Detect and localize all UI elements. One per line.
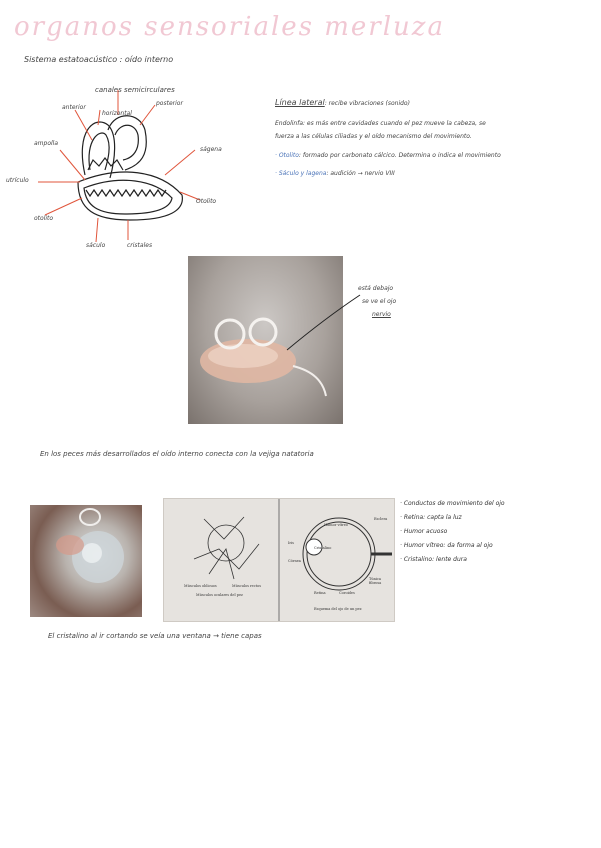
eye-label-iris: Iris [288,541,294,545]
eye-label-cristalino: Cristalino [314,546,332,550]
caption-cristalino: El cristalino al ir cortando se veía una ventana → tiene capas [48,632,262,640]
eye-dissection-photo [30,505,142,617]
label-ampolla: ampolla [34,140,59,147]
bullet-saculo-text: : audición → nervio VIII [326,170,395,177]
eye-label-coroides: Coroides [339,591,355,595]
label-canales: canales semicirculares [95,86,175,94]
eye-label-esclera: Esclera [374,517,388,521]
linea-lateral-heading-rest: : recibe vibraciones (sonido) [324,100,410,107]
eye-note-item: · Humor acuoso [400,528,448,535]
eye-diagram-caption: Esquema del ojo de un pez [314,607,362,611]
inner-ear-diagram [0,70,250,260]
eye-label-musculos-oblicuos: Músculos oblicuos [184,584,217,588]
eye-notes-list [400,497,505,567]
bullet-saculo-term: · Sáculo y lagena [275,170,327,177]
label-sagena: ságena [200,146,222,153]
eye-label-retina: Retina [314,591,326,595]
label-cristales: cristales [127,242,153,249]
linea-lateral-heading [275,98,410,107]
eye-label-humor-vitreo: Humor vítreo [324,523,348,527]
eye-label-tunica: Túnica fibrosa [369,577,382,585]
bullet-otolito-term: · Otolito [275,152,299,159]
bullet-otolito [275,152,501,159]
label-saculo: sáculo [86,242,106,249]
page-title: organos sensoriales merluza [14,12,445,42]
label-otolito: otolito [34,215,54,222]
bullet-saculo [275,170,395,177]
eye-note-item: · Cristalino: lente dura [400,556,467,563]
eye-diagram-drawing [164,499,394,621]
linea-lateral-line1: Endolinfa: es más entre cavidades cuando el pez mueve la cabeza, se [275,120,486,127]
eye-note-item: · Conductos de movimiento del ojo [400,500,505,507]
eye-anatomy-diagram [163,498,395,622]
pointer-line [285,285,365,355]
eye-label-musculos-rectos: Músculos rectos [232,584,261,588]
eye-label-musculos-pez: Músculos oculares del pez [196,593,243,597]
eye-label-cornea: Córnea [288,559,301,563]
bullet-otolito-text: : formado por carbonato cálcico. Determina o indica el movimiento [298,152,501,159]
section-subtitle: Sistema estatoacústico : oído interno [24,55,174,64]
caption-oido-vejiga: En los peces más desarrollados el oído interno conecta con la vejiga natatoria [40,450,314,458]
label-horizontal: horizontal [102,110,132,117]
eye-photo-content [30,505,142,617]
label-posterior: posterior [156,100,183,107]
eye-note-item: · Humor vítreo: da forma al ojo [400,542,493,549]
photo-note-2: se ve el ojo [362,298,397,305]
photo-note-1: está debajo [358,285,394,292]
label-otolito-right: Otolito [196,198,217,205]
photo-note-3: nervio [372,311,391,318]
linea-lateral-term: Línea lateral [275,98,325,107]
linea-lateral-line2: fuerza a las células ciliadas y el oído mecanismo del movimiento. [275,133,472,140]
eye-note-item: · Retina: capta la luz [400,514,462,521]
label-anterior: anterior [62,104,86,111]
label-utriculo: utrículo [6,177,29,184]
